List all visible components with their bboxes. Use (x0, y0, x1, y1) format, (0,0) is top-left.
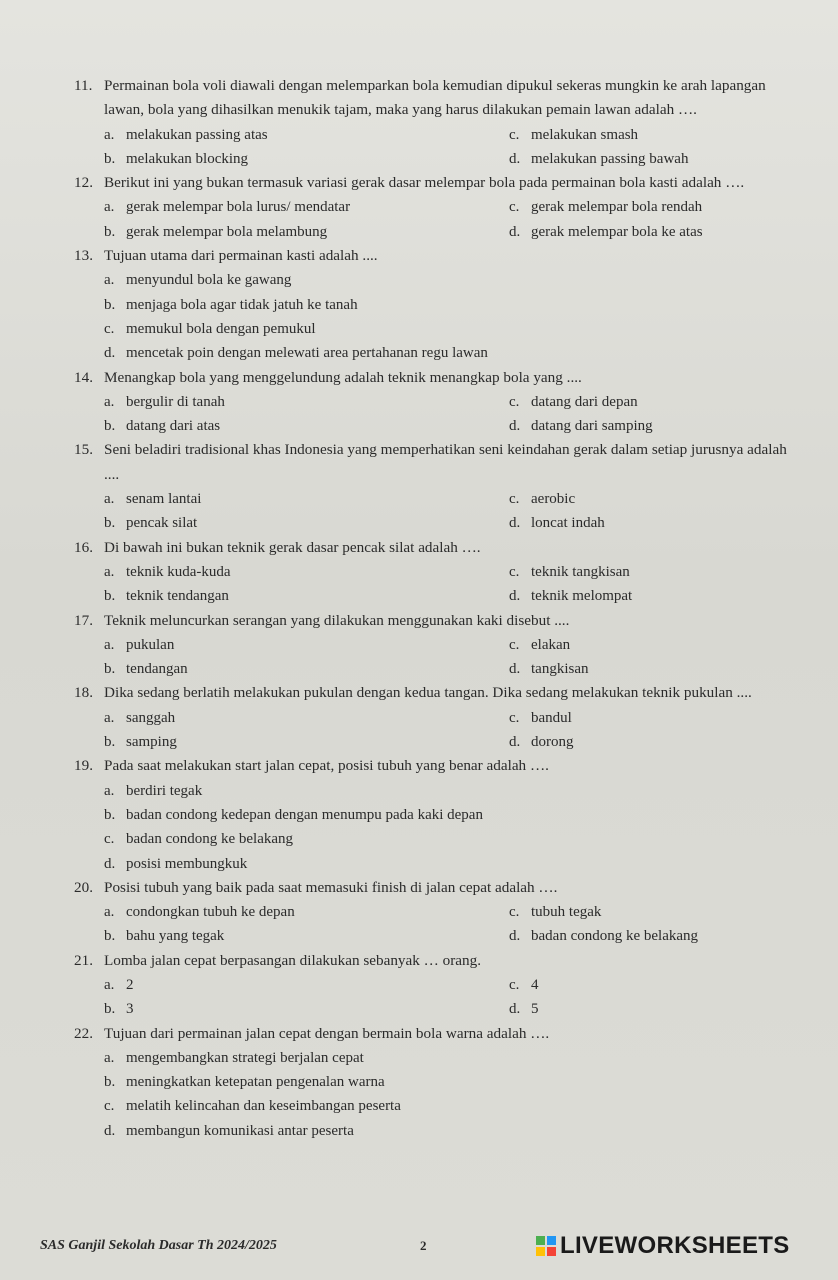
option-text: badan condong ke belakang (126, 831, 294, 848)
liveworksheets-logo-icon (536, 1236, 556, 1256)
question-number: 19. (74, 757, 93, 775)
option-text: samping (126, 734, 177, 751)
footer (40, 1232, 826, 1259)
option-letter: a. (104, 636, 115, 653)
answer-option[interactable] (104, 1070, 798, 1094)
option-letter: b. (104, 296, 116, 313)
option-text: meningkatkan ketepatan pengenalan warna (126, 1074, 385, 1091)
option-letter: b. (104, 223, 116, 240)
answer-option[interactable] (104, 511, 509, 535)
option-letter: a. (104, 782, 115, 799)
option-letter: b. (104, 1001, 116, 1018)
option-text: elakan (531, 636, 571, 653)
question-text: Dika sedang berlatih melakukan pukulan dengan kedua tangan. Dika sedang melakukan teknik pukulan .... (104, 684, 752, 702)
question-text: Seni beladiri tradisional khas Indonesia yang memperhatikan seni keindahan gerak dalam setiap jurusnya adalah .... (104, 441, 787, 483)
answer-options (74, 633, 798, 682)
answer-option[interactable] (104, 852, 798, 876)
option-letter: c. (509, 709, 520, 726)
answer-option[interactable] (104, 293, 798, 317)
footer-exam-title: SAS Ganjil Sekolah Dasar Th 2024/2025 (40, 1238, 277, 1253)
answer-option[interactable] (509, 511, 798, 535)
option-text: melatih kelincahan dan keseimbangan peserta (126, 1098, 401, 1115)
option-letter: a. (104, 199, 115, 216)
question-item (74, 438, 798, 535)
question-text: Di bawah ini bukan teknik gerak dasar pencak silat adalah …. (104, 538, 481, 556)
answer-option[interactable] (104, 341, 798, 365)
option-text: gerak melempar bola ke atas (531, 223, 703, 240)
option-letter: d. (509, 150, 521, 167)
question-text: Menangkap bola yang menggelundung adalah teknik menangkap bola yang .... (104, 368, 582, 386)
question-item (74, 876, 798, 949)
option-text: melakukan passing bawah (531, 150, 689, 167)
answer-option[interactable] (509, 973, 798, 997)
question-item (74, 681, 798, 754)
option-letter: c. (509, 976, 520, 993)
option-text: sanggah (126, 709, 176, 726)
page-number: 2 (420, 1238, 427, 1253)
question-number: 14. (74, 368, 93, 386)
answer-option[interactable] (104, 487, 509, 511)
option-letter: a. (104, 709, 115, 726)
question-stem (74, 754, 798, 778)
answer-option[interactable] (509, 560, 798, 584)
question-stem (74, 876, 798, 900)
option-text: gerak melempar bola lurus/ mendatar (126, 199, 351, 216)
question-number: 22. (74, 1024, 93, 1042)
question-number: 16. (74, 538, 93, 556)
option-letter: d. (509, 661, 521, 678)
option-text: 4 (531, 976, 539, 993)
question-stem (74, 609, 798, 633)
answer-option[interactable] (104, 803, 798, 827)
option-letter: a. (104, 904, 115, 921)
option-text: membangun komunikasi antar peserta (126, 1122, 354, 1139)
answer-options (74, 123, 798, 172)
answer-option[interactable] (104, 779, 798, 803)
answer-options (74, 1046, 798, 1143)
option-text: pukulan (126, 636, 175, 653)
option-text: teknik tendangan (126, 588, 229, 605)
option-letter: c. (509, 636, 520, 653)
answer-option[interactable] (104, 1046, 798, 1070)
option-letter: d. (509, 223, 521, 240)
answer-options (74, 390, 798, 439)
answer-option[interactable] (104, 560, 509, 584)
option-text: pencak silat (126, 515, 198, 532)
question-item (74, 74, 798, 171)
question-text: Pada saat melakukan start jalan cepat, posisi tubuh yang benar adalah …. (104, 757, 549, 775)
answer-options (74, 900, 798, 949)
question-list (74, 74, 798, 1143)
option-text: loncat indah (531, 515, 605, 532)
option-text: menyundul bola ke gawang (126, 272, 292, 289)
answer-option[interactable] (509, 147, 798, 171)
question-item (74, 754, 798, 875)
option-text: bahu yang tegak (126, 928, 225, 945)
answer-option[interactable] (509, 633, 798, 657)
option-letter: d. (104, 1122, 116, 1139)
question-item (74, 366, 798, 439)
option-letter: a. (104, 491, 115, 508)
answer-option[interactable] (104, 1094, 798, 1118)
answer-option[interactable] (509, 706, 798, 730)
question-number: 15. (74, 441, 93, 459)
option-letter: a. (104, 393, 115, 410)
option-letter: a. (104, 976, 115, 993)
answer-option[interactable] (104, 827, 798, 851)
answer-option[interactable] (509, 195, 798, 219)
answer-option[interactable] (104, 195, 509, 219)
option-text: tendangan (126, 661, 188, 678)
question-text: Permainan bola voli diawali dengan melemparkan bola kemudian dipukul sekeras mungkin ke arah lapangan lawan, bola yang dihasilkan menukik tajam, maka yang harus dilakukan pemain lawan adalah …. (104, 77, 766, 119)
option-text: gerak melempar bola rendah (531, 199, 703, 216)
answer-option[interactable] (104, 924, 509, 948)
question-text: Lomba jalan cepat berpasangan dilakukan sebanyak … orang. (104, 951, 482, 969)
answer-option[interactable] (509, 924, 798, 948)
answer-option[interactable] (104, 730, 509, 754)
question-item (74, 171, 798, 244)
option-letter: d. (509, 515, 521, 532)
question-item (74, 1022, 798, 1143)
question-stem (74, 681, 798, 705)
answer-options (74, 268, 798, 365)
option-letter: b. (104, 928, 116, 945)
question-number: 17. (74, 611, 93, 629)
question-number: 13. (74, 247, 93, 265)
answer-option[interactable] (104, 997, 509, 1021)
answer-option[interactable] (509, 900, 798, 924)
option-text: berdiri tegak (126, 782, 203, 799)
option-letter: d. (104, 855, 116, 872)
answer-option[interactable] (509, 584, 798, 608)
answer-option[interactable] (509, 657, 798, 681)
option-letter: c. (509, 393, 520, 410)
option-text: condongkan tubuh ke depan (126, 904, 295, 921)
question-text: Tujuan utama dari permainan kasti adalah .... (104, 247, 378, 265)
question-number: 20. (74, 878, 93, 896)
option-text: senam lantai (126, 491, 202, 508)
option-letter: d. (509, 418, 521, 435)
option-text: menjaga bola agar tidak jatuh ke tanah (126, 296, 358, 313)
option-letter: c. (509, 563, 520, 580)
option-text: memukul bola dengan pemukul (126, 320, 316, 337)
option-letter: b. (104, 806, 116, 823)
option-text: bandul (531, 709, 572, 726)
option-letter: b. (104, 661, 116, 678)
question-number: 21. (74, 951, 93, 969)
option-letter: c. (509, 904, 520, 921)
option-letter: a. (104, 563, 115, 580)
option-text: teknik kuda-kuda (126, 563, 231, 580)
option-letter: c. (509, 491, 520, 508)
option-text: badan condong ke belakang (531, 928, 699, 945)
question-stem (74, 949, 798, 973)
option-text: badan condong kedepan dengan menumpu pada kaki depan (126, 806, 483, 823)
answer-option[interactable] (104, 220, 509, 244)
option-text: datang dari depan (531, 393, 638, 410)
option-text: mengembangkan strategi berjalan cepat (126, 1049, 364, 1066)
question-stem (74, 438, 798, 487)
option-letter: a. (104, 126, 115, 143)
option-text: teknik melompat (531, 588, 633, 605)
option-letter: d. (509, 734, 521, 751)
option-text: bergulir di tanah (126, 393, 225, 410)
answer-option[interactable] (104, 633, 509, 657)
option-text: gerak melempar bola melambung (126, 223, 328, 240)
option-text: datang dari samping (531, 418, 653, 435)
question-item (74, 609, 798, 682)
answer-options (74, 487, 798, 536)
question-stem (74, 74, 798, 123)
answer-options (74, 560, 798, 609)
question-text: Tujuan dari permainan jalan cepat dengan bermain bola warna adalah …. (104, 1024, 550, 1042)
option-text: tangkisan (531, 661, 589, 678)
answer-option[interactable] (509, 997, 798, 1021)
option-letter: b. (104, 1074, 116, 1091)
option-letter: d. (509, 928, 521, 945)
option-letter: c. (104, 831, 115, 848)
question-text: Posisi tubuh yang baik pada saat memasuki finish di jalan cepat adalah …. (104, 878, 558, 896)
question-number: 11. (74, 77, 93, 94)
option-letter: d. (509, 1001, 521, 1018)
brand-name: LIVEWORKSHEETS (560, 1232, 790, 1259)
option-letter: d. (104, 345, 116, 362)
question-number: 18. (74, 684, 93, 702)
option-letter: c. (509, 199, 520, 216)
answer-option[interactable] (104, 123, 509, 147)
answer-option[interactable] (104, 268, 798, 292)
answer-option[interactable] (104, 317, 798, 341)
answer-options (74, 973, 798, 1022)
option-text: melakukan blocking (126, 150, 249, 167)
option-letter: b. (104, 515, 116, 532)
option-letter: a. (104, 272, 115, 289)
option-text: 5 (531, 1001, 539, 1018)
question-item (74, 536, 798, 609)
option-letter: b. (104, 418, 116, 435)
option-letter: c. (104, 1098, 115, 1115)
option-text: 3 (126, 1001, 134, 1018)
option-text: 2 (126, 976, 134, 993)
answer-option[interactable] (509, 123, 798, 147)
question-stem (74, 536, 798, 560)
question-item (74, 244, 798, 365)
question-stem (74, 366, 798, 390)
answer-option[interactable] (509, 390, 798, 414)
option-text: tubuh tegak (531, 904, 602, 921)
option-text: mencetak poin dengan melewati area pertahanan regu lawan (126, 345, 488, 362)
answer-option[interactable] (509, 730, 798, 754)
answer-option[interactable] (104, 900, 509, 924)
answer-option[interactable] (509, 487, 798, 511)
answer-option[interactable] (104, 657, 509, 681)
option-letter: c. (509, 126, 520, 143)
question-number: 12. (74, 174, 93, 192)
option-text: melakukan passing atas (126, 126, 268, 143)
option-letter: b. (104, 734, 116, 751)
question-text: Berikut ini yang bukan termasuk variasi gerak dasar melempar bola pada permainan bola kasti adalah …. (104, 174, 745, 192)
answer-option[interactable] (104, 147, 509, 171)
answer-option[interactable] (104, 584, 509, 608)
question-stem (74, 244, 798, 268)
answer-option[interactable] (104, 706, 509, 730)
option-letter: b. (104, 588, 116, 605)
option-letter: a. (104, 1049, 115, 1066)
answer-options (74, 195, 798, 244)
answer-option[interactable] (104, 414, 509, 438)
option-text: melakukan smash (531, 126, 639, 143)
answer-options (74, 779, 798, 876)
answer-option[interactable] (104, 390, 509, 414)
answer-option[interactable] (509, 414, 798, 438)
option-text: posisi membungkuk (126, 855, 248, 872)
option-text: datang dari atas (126, 418, 221, 435)
answer-option[interactable] (509, 220, 798, 244)
answer-options (74, 706, 798, 755)
question-stem (74, 1022, 798, 1046)
option-letter: b. (104, 150, 116, 167)
answer-option[interactable] (104, 973, 509, 997)
answer-option[interactable] (104, 1119, 798, 1143)
question-stem (74, 171, 798, 195)
option-text: teknik tangkisan (531, 563, 630, 580)
option-letter: c. (104, 320, 115, 337)
liveworksheets-brand[interactable] (536, 1232, 790, 1260)
option-letter: d. (509, 588, 521, 605)
option-text: dorong (531, 734, 574, 751)
question-item (74, 949, 798, 1022)
question-text: Teknik meluncurkan serangan yang dilakukan menggunakan kaki disebut .... (104, 611, 570, 629)
option-text: aerobic (531, 491, 576, 508)
